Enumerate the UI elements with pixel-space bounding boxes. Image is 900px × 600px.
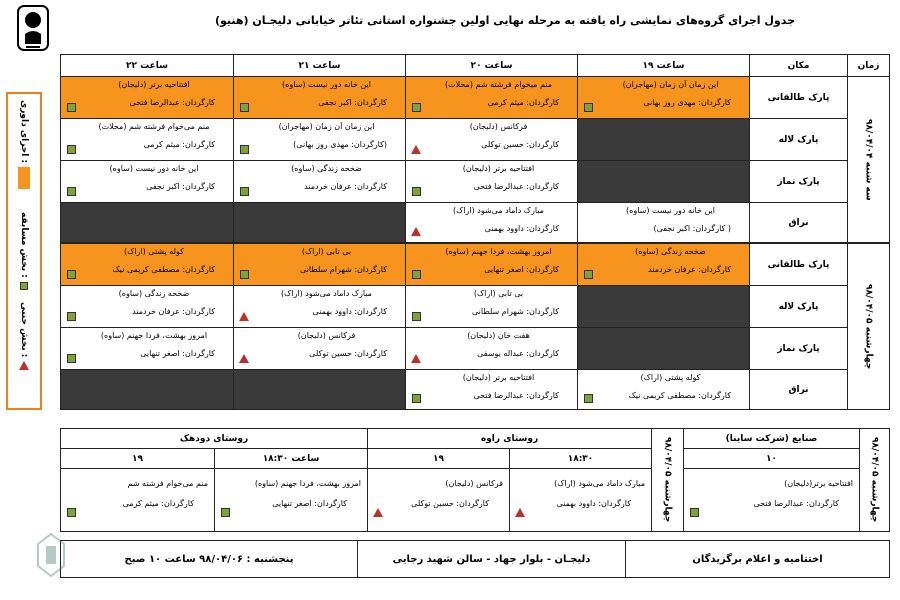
green-square-icon: [584, 103, 593, 112]
show-director: کارگردان: داوود بهمنی: [556, 499, 631, 508]
slot-d2-p3-s22[interactable]: [61, 328, 233, 370]
legend-main-section-label: بخش مسابقه :: [19, 212, 29, 278]
village-dodhak-header: روستای دودهک: [61, 429, 367, 449]
slot-d2-p2-s20[interactable]: [405, 286, 577, 328]
show-director: کارگردان: عرفان خردمند: [304, 182, 387, 191]
show-director: کارگردان: اصغر تنهایی: [140, 349, 215, 358]
show-title: امروز بهشت، فردا جهنم (ساوه): [254, 479, 361, 488]
green-square-icon: [67, 508, 76, 517]
slot-d1-p4-s22-empty: [61, 203, 233, 243]
slot-d2-p2-s22[interactable]: [61, 286, 233, 328]
header-place: مکان: [749, 55, 847, 77]
slot-d1-p2-s20[interactable]: [405, 119, 577, 161]
place-taleghani: پارک طالقانی: [749, 244, 847, 286]
orange-swatch-icon: [18, 167, 30, 189]
closing-location: دلیجـان - بلوار جهاد - سالن شهید رجایی: [357, 541, 625, 577]
show-title: کوله پشتی (اراک): [640, 373, 701, 382]
green-square-icon: [412, 312, 421, 321]
slot-d2-p4-s20[interactable]: [405, 370, 577, 409]
slot-d1-p1-s21[interactable]: [233, 77, 405, 119]
place-laleh: پارک لاله: [749, 119, 847, 161]
show-director: کارگردان: مهدی روز بهانی: [643, 98, 731, 107]
green-square-icon: [240, 187, 249, 196]
dodhak-time-1830: ساعت ۱۸:۳۰: [214, 449, 367, 469]
green-square-icon: [221, 508, 230, 517]
green-square-icon: [67, 312, 76, 321]
day-tuesday: [847, 77, 889, 243]
show-director: کارگردان: عبدالرضا فتحی: [129, 98, 215, 107]
show-director: کارگردان: حسین توکلی: [481, 140, 559, 149]
show-director: کارگردان: عبدالرضا فتحی: [473, 182, 559, 191]
green-square-icon: [584, 394, 593, 403]
show-title: کوله پشتی (اراک): [124, 247, 184, 256]
show-title: فرکانس (دلیجان): [445, 479, 503, 488]
green-square-icon: [20, 282, 28, 290]
festival-logo-icon: [14, 4, 52, 52]
show-director: کارگردان: میثم کرمی: [143, 140, 215, 149]
show-director: کارگردان: شهرام سلطانی: [300, 265, 387, 274]
show-title: این خانه دور نیست (ساوه): [109, 164, 199, 173]
show-director: کارگردان: اکبر نجفی: [146, 182, 215, 191]
slot-d2-p3-s19-empty: [577, 328, 749, 370]
show-director: کارگردان: عرفان خردمند: [132, 307, 215, 316]
show-director: کارگردان: عبداله یوسفی: [477, 349, 559, 358]
show-title: این زمان آن زمان (مهاجران): [278, 122, 375, 131]
slot-d2-p4-s21-empty: [233, 370, 405, 409]
show-title: افتتاحیه برتر (دلیجان): [462, 164, 535, 173]
slot-d1-p1-s22[interactable]: [61, 77, 233, 119]
day-tuesday-label: سه شنبه ۹۸/۰۴/۰۴: [863, 118, 874, 201]
slot-d1-p4-s20[interactable]: [405, 203, 577, 243]
slot-d1-p3-s20[interactable]: [405, 161, 577, 203]
village-sanaye-header: صنایع (شرکت ساینا): [683, 429, 859, 449]
green-square-icon: [584, 270, 593, 279]
ravah-time-1830: ۱۸:۳۰: [509, 449, 651, 469]
header-20: ساعت ۲۰: [405, 55, 577, 77]
show-director: کارگردان: مصطفی کریمی نیک: [628, 391, 731, 400]
show-director: کارگردان: حسین توکلی: [309, 349, 387, 358]
place-namaz: پارک نماز: [749, 328, 847, 370]
show-director: (کارگردان: مهدی روز بهانی): [293, 140, 387, 149]
show-title: افتتاحیه برتر (دلیجان): [118, 80, 190, 89]
green-square-icon: [412, 394, 421, 403]
slot-d1-p3-s19-empty: [577, 161, 749, 203]
show-title: ضخحه زندگی (ساوه): [291, 164, 362, 173]
show-director: کارگردان: میثم کرمی: [487, 98, 559, 107]
red-triangle-icon: [411, 227, 421, 236]
closing-ceremony-bar: [60, 540, 890, 578]
slot-d2-p1-s22[interactable]: [61, 244, 233, 286]
show-director: کارگردان: عرفان خردمند: [648, 265, 731, 274]
slot-d2-p1-s19[interactable]: [577, 244, 749, 286]
ravah-show-19[interactable]: [367, 469, 509, 531]
red-triangle-icon: [239, 354, 249, 363]
green-square-icon: [412, 270, 421, 279]
sanaye-time-10: ۱۰: [683, 449, 859, 469]
red-triangle-icon: [411, 354, 421, 363]
slot-d2-p1-s20[interactable]: [405, 244, 577, 286]
schedule-table: [60, 54, 890, 410]
green-square-icon: [690, 508, 699, 517]
page-title: جدول اجرای گروه‌های نمایشی راه یافته به مرحله نهایی اولین جشنواره استانی تئاتر خیابانی دلیجـان (هنیو): [214, 14, 796, 27]
show-title: ضخحه زندگی (ساوه): [118, 289, 190, 298]
place-namaz: پارک نماز: [749, 161, 847, 203]
villages-table: [60, 428, 890, 532]
show-director: کارگردان: اصغر تنهایی: [484, 265, 559, 274]
slot-d2-p4-s19[interactable]: [577, 370, 749, 409]
slot-d1-p4-s19[interactable]: [577, 203, 749, 243]
show-title: افتتاحیه برتر(دلیجان): [784, 479, 853, 488]
show-director: کارگردان: شهرام سلطانی: [472, 307, 559, 316]
green-square-icon: [67, 354, 76, 363]
place-naragh: نراق: [749, 370, 847, 409]
show-director: کارگردان: اکبر نجفی: [318, 98, 387, 107]
ravah-time-19: ۱۹: [367, 449, 509, 469]
slot-d1-p2-s21[interactable]: [233, 119, 405, 161]
header-21: ساعت ۲۱: [233, 55, 405, 77]
show-director: کارگردان: حسین توکلی: [411, 499, 489, 508]
show-director: ( کارگردان: اکبر نجفی): [653, 224, 731, 233]
watermark-logo-icon: [36, 532, 66, 578]
slot-d1-p3-s21[interactable]: [233, 161, 405, 203]
red-triangle-icon: [239, 312, 249, 321]
show-title: مبارک داماد می‌شود (اراک): [281, 289, 372, 298]
closing-title: اختتامیه و اعلام برگزیدگان: [625, 541, 889, 577]
show-director: کارگردان: داوود بهمنی: [484, 224, 559, 233]
village-ravah-header: روستای راوه: [367, 429, 651, 449]
show-director: کارگردان: مصطفی کریمی نیک: [112, 265, 215, 274]
slot-d2-p1-s21[interactable]: [233, 244, 405, 286]
show-title: این زمان آن زمان (مهاجران): [622, 80, 719, 89]
legend-side-section-label: بخش جنبی :: [19, 302, 29, 358]
show-title: امروز بهشت، فردا جهنم (ساوه): [445, 247, 552, 256]
day-wednesday-label: چهارشنبه ۹۸/۰۴/۰۵: [863, 283, 874, 370]
slot-d2-p3-s21[interactable]: [233, 328, 405, 370]
ravah-show-1830[interactable]: [509, 469, 651, 531]
legend-competition-label: اجرای داوری :: [19, 100, 29, 164]
header-19: ساعت ۱۹: [577, 55, 749, 77]
place-taleghani: پارک طالقانی: [749, 77, 847, 119]
show-title: مبارک داماد می‌شود (اراک): [453, 206, 544, 215]
slot-d2-p2-s21[interactable]: [233, 286, 405, 328]
sanaye-show-10[interactable]: [683, 469, 859, 531]
green-square-icon: [412, 187, 421, 196]
slot-d1-p1-s19[interactable]: [577, 77, 749, 119]
slot-d1-p3-s22[interactable]: [61, 161, 233, 203]
bottom-day-middle-label: چهارشنبه ۹۸/۰۴/۰۵: [662, 437, 673, 523]
slot-d2-p2-s19-empty: [577, 286, 749, 328]
dodhak-show-1830[interactable]: [214, 469, 367, 531]
green-square-icon: [240, 270, 249, 279]
show-title: این خانه دور نیست (ساوه): [282, 80, 371, 89]
legend-side-section: [8, 302, 40, 370]
slot-d2-p3-s20[interactable]: [405, 328, 577, 370]
red-triangle-icon: [373, 508, 383, 517]
show-director: کارگردان: عبدالرضا فتحی: [473, 391, 559, 400]
bottom-day-right: [859, 429, 889, 531]
show-title: منم می‌خوام فرشته شم: [127, 479, 208, 488]
show-title: بی تابی (اراک): [473, 289, 524, 298]
green-square-icon: [240, 145, 249, 154]
dodhak-show-19[interactable]: [61, 469, 214, 531]
place-laleh: پارک لاله: [749, 286, 847, 328]
red-triangle-icon: [19, 361, 29, 370]
place-naragh: نراق: [749, 203, 847, 243]
green-square-icon: [67, 270, 76, 279]
bottom-day-middle: [651, 429, 683, 531]
dodhak-time-19: ۱۹: [61, 449, 214, 469]
red-triangle-icon: [515, 508, 525, 517]
header-22: ساعت ۲۲: [61, 55, 233, 77]
show-title: فرکانس (دلیجان): [297, 331, 356, 340]
show-title: هفت خان (دلیجان): [467, 331, 530, 340]
legend-competition: [8, 100, 40, 189]
green-square-icon: [240, 103, 249, 112]
legend-box: [6, 92, 42, 410]
slot-d1-p2-s22[interactable]: [61, 119, 233, 161]
slot-d1-p2-s19-empty: [577, 119, 749, 161]
bottom-day-right-label: چهارشنبه ۹۸/۰۴/۰۵: [869, 437, 880, 523]
show-title: بی تابی (اراک): [301, 247, 352, 256]
day-wednesday: [847, 244, 889, 409]
show-title: ضخحه زندگی (ساوه): [635, 247, 706, 256]
closing-datetime: پنجشنبه : ۹۸/۰۴/۰۶ ساعت ۱۰ صبح: [124, 553, 294, 565]
green-square-icon: [67, 145, 76, 154]
show-title: امروز بهشت، فردا جهنم (ساوه): [100, 331, 208, 340]
show-title: منم می‌خوام فرشته شم (محلات): [98, 122, 210, 131]
green-square-icon: [67, 103, 76, 112]
green-square-icon: [67, 187, 76, 196]
show-director: کارگردان: داوود بهمنی: [312, 307, 387, 316]
show-title: فرکانس (دلیجان): [469, 122, 528, 131]
show-director: کارگردان: اصغر تنهایی: [272, 499, 347, 508]
red-triangle-icon: [411, 145, 421, 154]
show-director: کارگردان: میثم کرمی: [122, 499, 194, 508]
slot-d1-p4-s21-empty: [233, 203, 405, 243]
legend-main-section: [8, 212, 40, 290]
green-square-icon: [412, 103, 421, 112]
header-time: زمان: [847, 55, 889, 77]
slot-d1-p1-s20[interactable]: [405, 77, 577, 119]
show-title: منم میخوام فرشته شم (محلات): [444, 80, 553, 89]
show-title: این خانه دور نیست (ساوه): [626, 206, 715, 215]
show-director: کارگردان: عبدالرضا فتحی: [753, 499, 839, 508]
slot-d2-p4-s22-empty: [61, 370, 233, 409]
show-title: مبارک داماد می‌شود (اراک): [554, 479, 645, 488]
show-title: افتتاحیه برتر (دلیجان): [462, 373, 535, 382]
